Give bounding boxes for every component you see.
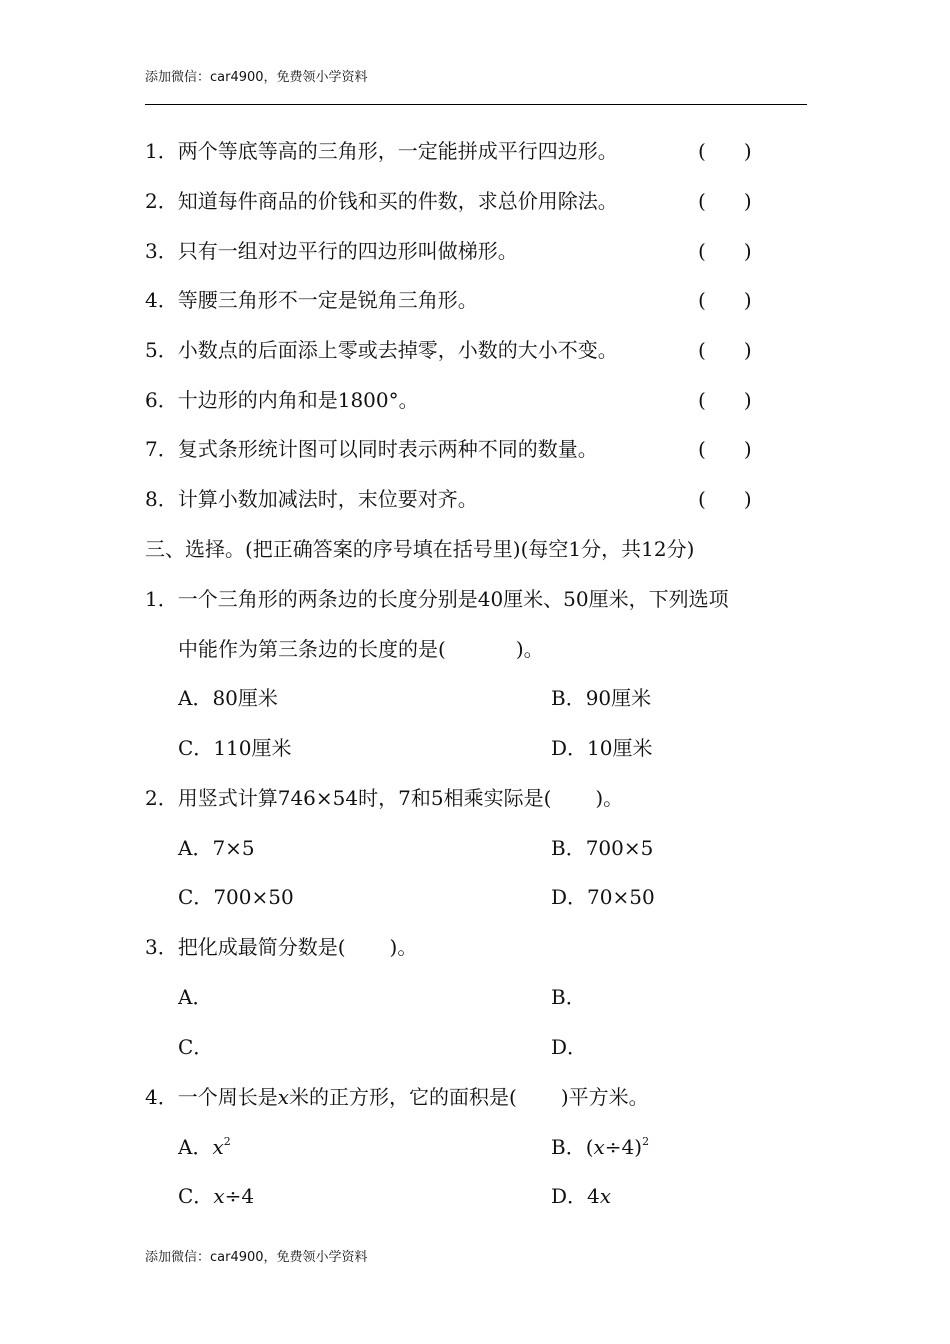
question-3 — [145, 934, 417, 960]
option-label: D． — [551, 1184, 588, 1208]
variable-x: x — [599, 1184, 612, 1208]
option-text: 90厘米 — [585, 686, 652, 710]
item-text: 十边形的内角和是1800°。 — [177, 388, 419, 412]
variable-x: x — [277, 1085, 290, 1109]
paren-close: ) — [743, 388, 752, 412]
option-b[interactable] — [551, 984, 586, 1010]
option-text: 70×50 — [587, 885, 655, 909]
paren-close: ) — [743, 437, 752, 461]
answer-parentheses[interactable] — [698, 387, 752, 413]
option-label: C． — [178, 736, 214, 760]
option-label: D． — [551, 1035, 588, 1059]
judge-item — [145, 287, 478, 313]
option-label: D． — [551, 885, 588, 909]
answer-parentheses[interactable] — [698, 436, 752, 462]
option-d[interactable] — [551, 1183, 611, 1209]
option-label: B． — [551, 1135, 586, 1159]
item-text: 知道每件商品的价钱和买的件数，求总价用除法。 — [177, 189, 618, 213]
paren-open: ( — [698, 189, 706, 213]
option-b[interactable] — [551, 685, 651, 711]
question-text: 中能作为第三条边的长度的是( — [178, 637, 446, 661]
option-text: ( — [585, 1135, 594, 1159]
item-number: 7． — [145, 437, 178, 461]
item-number: 5． — [145, 338, 178, 362]
paren-open: ( — [698, 388, 706, 412]
judge-item — [145, 337, 618, 363]
question-text: )。 — [595, 786, 624, 810]
option-text: ÷4) — [604, 1135, 643, 1159]
option-text: 7×5 — [212, 836, 255, 860]
page-header: 添加微信：car4900，免费领小学资料 — [145, 70, 368, 85]
judge-item — [145, 188, 618, 214]
paren-open: ( — [698, 437, 706, 461]
option-text: ÷4 — [224, 1184, 255, 1208]
judge-item — [145, 387, 419, 413]
paren-close: ) — [743, 338, 752, 362]
paren-open: ( — [698, 338, 706, 362]
item-number: 4． — [145, 288, 178, 312]
question-2 — [145, 785, 623, 811]
page-footer: 添加微信：car4900，免费领小学资料 — [145, 1250, 368, 1265]
item-text: 等腰三角形不一定是锐角三角形。 — [177, 288, 478, 312]
question-number: 4． — [145, 1085, 178, 1109]
option-c[interactable] — [178, 1183, 254, 1209]
option-text: 10厘米 — [587, 736, 653, 760]
question-text: 把化成最简分数是( — [177, 935, 346, 959]
answer-parentheses[interactable] — [698, 238, 752, 264]
question-number: 2． — [145, 786, 178, 810]
option-label: A． — [178, 686, 213, 710]
option-label: A． — [178, 1135, 213, 1159]
option-text: 700×50 — [213, 885, 294, 909]
option-text: 80厘米 — [212, 686, 278, 710]
option-label: C． — [178, 1035, 214, 1059]
option-d[interactable] — [551, 884, 655, 910]
header-divider — [145, 104, 807, 105]
answer-parentheses[interactable] — [698, 486, 752, 512]
judge-item — [145, 486, 478, 512]
item-text: 两个等底等高的三角形，一定能拼成平行四边形。 — [177, 139, 618, 163]
option-c[interactable] — [178, 1034, 213, 1060]
item-number: 6． — [145, 388, 178, 412]
paren-close: ) — [743, 288, 752, 312]
option-label: C． — [178, 1184, 214, 1208]
paren-close: ) — [743, 487, 752, 511]
question-text: )平方米。 — [560, 1085, 649, 1109]
option-label: B． — [551, 985, 586, 1009]
option-d[interactable] — [551, 1034, 587, 1060]
judge-item — [145, 238, 518, 264]
question-number: 3． — [145, 935, 178, 959]
option-c[interactable] — [178, 884, 294, 910]
answer-parentheses[interactable] — [698, 188, 752, 214]
item-number: 3． — [145, 239, 178, 263]
answer-parentheses[interactable] — [698, 337, 752, 363]
judge-item — [145, 138, 618, 164]
option-text: 4 — [587, 1184, 600, 1208]
option-b[interactable] — [551, 835, 653, 861]
question-number: 1． — [145, 587, 178, 611]
question-1 — [145, 586, 729, 612]
variable-x: x — [213, 1184, 225, 1208]
question-text: )。 — [515, 637, 544, 661]
variable-x: x — [212, 1135, 224, 1159]
option-a[interactable] — [178, 1134, 231, 1160]
paren-open: ( — [698, 288, 706, 312]
paren-open: ( — [698, 487, 706, 511]
answer-parentheses[interactable] — [698, 287, 752, 313]
option-a[interactable] — [178, 984, 212, 1010]
option-label: A． — [178, 836, 213, 860]
question-4 — [145, 1084, 649, 1110]
option-a[interactable] — [178, 835, 255, 861]
option-b[interactable] — [551, 1134, 649, 1160]
paren-open: ( — [698, 139, 706, 163]
item-text: 计算小数加减法时，末位要对齐。 — [177, 487, 478, 511]
item-text: 小数点的后面添上零或去掉零，小数的大小不变。 — [177, 338, 618, 362]
paren-close: ) — [743, 139, 752, 163]
option-c[interactable] — [178, 735, 292, 761]
exponent: 2 — [223, 1135, 231, 1148]
item-number: 2． — [145, 189, 178, 213]
option-label: B． — [551, 836, 586, 860]
option-label: C． — [178, 885, 214, 909]
option-label: A． — [178, 985, 213, 1009]
exponent: 2 — [642, 1135, 650, 1148]
question-text: 用竖式计算746×54时，7和5相乘实际是( — [177, 786, 552, 810]
option-label: D． — [551, 736, 588, 760]
paren-close: ) — [743, 239, 752, 263]
option-text: 700×5 — [585, 836, 654, 860]
question-text: )。 — [389, 935, 418, 959]
option-d[interactable] — [551, 735, 653, 761]
judge-item — [145, 436, 598, 462]
item-number: 1． — [145, 139, 178, 163]
item-number: 8． — [145, 487, 178, 511]
option-a[interactable] — [178, 685, 278, 711]
question-text: 一个周长是 — [177, 1085, 278, 1109]
option-label: B． — [551, 686, 586, 710]
option-text: 110厘米 — [213, 736, 292, 760]
question-1-continued — [178, 636, 544, 662]
item-text: 只有一组对边平行的四边形叫做梯形。 — [177, 239, 518, 263]
answer-parentheses[interactable] — [698, 138, 752, 164]
paren-close: ) — [743, 189, 752, 213]
paren-open: ( — [698, 239, 706, 263]
question-text: 一个三角形的两条边的长度分别是40厘米、50厘米，下列选项 — [177, 587, 729, 611]
item-text: 复式条形统计图可以同时表示两种不同的数量。 — [177, 437, 598, 461]
section-title: 三、选择。(把正确答案的序号填在括号里)(每空1分，共12分) — [145, 537, 695, 561]
question-text: 米的正方形，它的面积是( — [289, 1085, 517, 1109]
variable-x: x — [593, 1135, 605, 1159]
